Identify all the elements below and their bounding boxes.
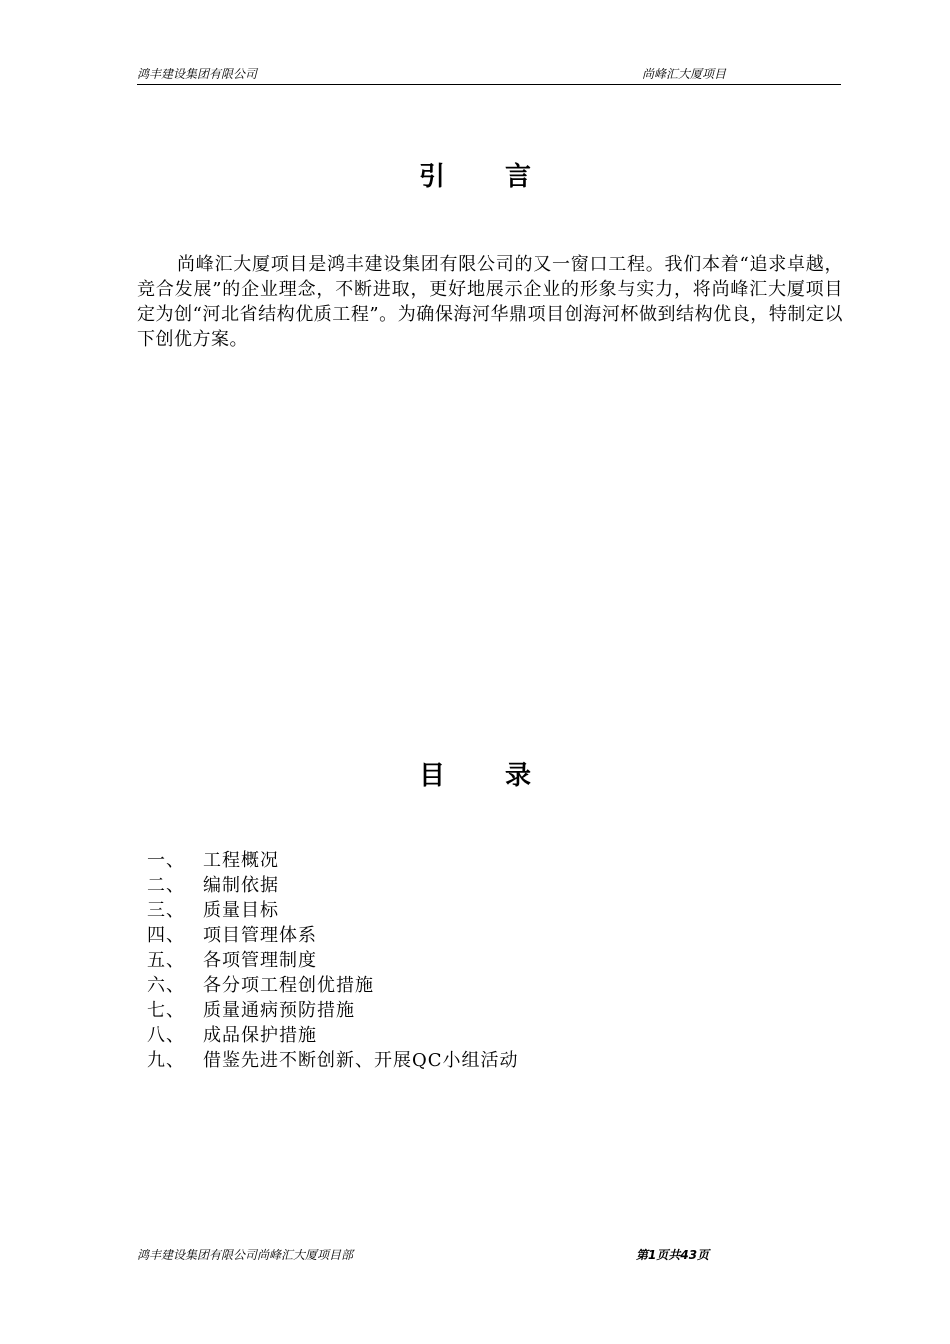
toc-item-number: 五、	[147, 950, 185, 971]
toc-item-number: 九、	[147, 1050, 185, 1071]
toc-item-label: 质量目标	[203, 900, 279, 921]
header-project: 尚峰汇大厦项目	[642, 67, 727, 81]
page-header	[137, 66, 841, 85]
toc-item-number: 二、	[147, 875, 185, 896]
toc-item	[147, 873, 519, 898]
toc-item-label: 各分项工程创优措施	[203, 975, 374, 996]
toc-item	[147, 1048, 519, 1073]
toc-item	[147, 923, 519, 948]
toc-item	[147, 998, 519, 1023]
toc-item-label: 借鉴先进不断创新、开展QC小组活动	[203, 1050, 519, 1071]
toc-item-number: 七、	[147, 1000, 185, 1021]
toc-item	[147, 973, 519, 998]
footer-department: 鸿丰建设集团有限公司尚峰汇大厦项目部	[137, 1248, 354, 1262]
toc-item-label: 成品保护措施	[203, 1025, 317, 1046]
toc-item-number: 八、	[147, 1025, 185, 1046]
toc-item-number: 六、	[147, 975, 185, 996]
page-footer	[137, 1247, 841, 1263]
toc-item-label: 项目管理体系	[203, 925, 317, 946]
table-of-contents	[147, 848, 519, 1073]
toc-item-label: 编制依据	[203, 875, 279, 896]
page-number: 第1页共43页	[636, 1248, 710, 1262]
toc-item	[147, 898, 519, 923]
toc-item-number: 三、	[147, 900, 185, 921]
toc-item-number: 四、	[147, 925, 185, 946]
toc-item-label: 质量通病预防措施	[203, 1000, 355, 1021]
header-company: 鸿丰建设集团有限公司	[137, 67, 258, 81]
toc-item-number: 一、	[147, 850, 185, 871]
toc-item-label: 工程概况	[203, 850, 279, 871]
toc-item	[147, 948, 519, 973]
toc-item	[147, 848, 519, 873]
toc-item	[147, 1023, 519, 1048]
toc-item-label: 各项管理制度	[203, 950, 317, 971]
toc-title: 目录	[418, 761, 591, 791]
intro-paragraph: 尚峰汇大厦项目是鸿丰建设集团有限公司的又一窗口工程。我们本着“追求卓越，竞合发展”的企业理念，不断进取，更好地展示企业的形象与实力，将尚峰汇大厦项目定为创“河北省结构优质工程”。为确保海河华鼎项目创海河杯做到结构优良，特制定以下创优方案。	[137, 254, 843, 350]
intro-title: 引言	[418, 162, 591, 192]
